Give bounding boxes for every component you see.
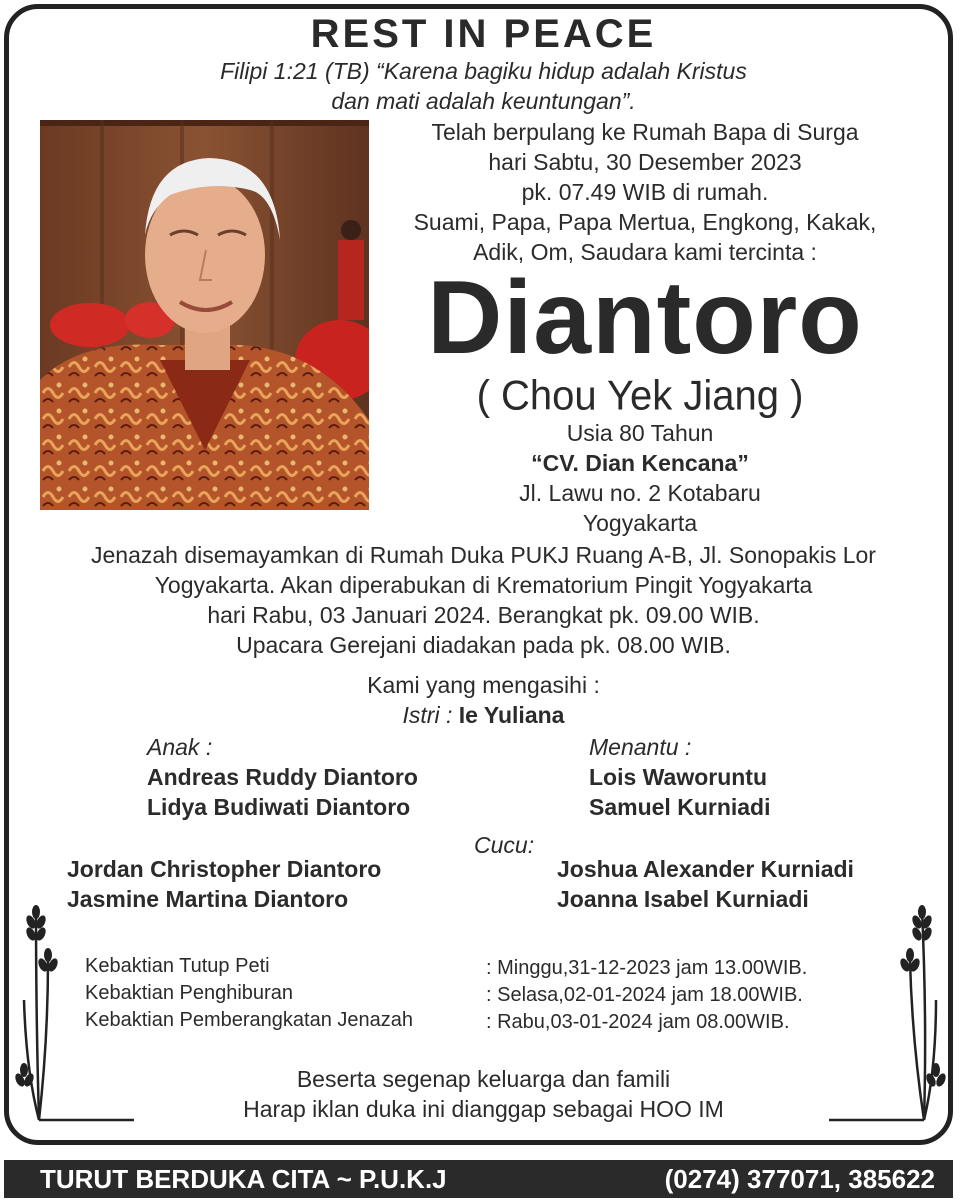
funeral-info [0, 540, 967, 660]
deceased-details [380, 418, 900, 538]
verse-line: dan mati adalah keuntungan”. [331, 88, 636, 114]
in-law-name: Samuel Kurniadi [589, 794, 771, 820]
address-line: Jl. Lawu no. 2 Kotabaru [519, 480, 761, 506]
closing-line: Harap iklan duka ini dianggap sebagai HOO IM [243, 1096, 724, 1122]
children-label: Anak : [147, 734, 213, 760]
announcement-intro [380, 117, 910, 267]
footer-phone: (0274) 377071, 385622 [664, 1164, 935, 1194]
footer-bar [4, 1160, 953, 1198]
in-laws-list [589, 732, 770, 822]
service-times [486, 955, 807, 1036]
service-event: Kebaktian Tutup Peti [85, 955, 270, 977]
service-time: : Minggu,31-12-2023 jam 13.00WIB. [486, 957, 808, 979]
child-name: Andreas Ruddy Diantoro [147, 764, 418, 790]
intro-line: Suami, Papa, Papa Mertua, Engkong, Kakak, [413, 209, 877, 235]
children-list [147, 732, 418, 822]
closing-note [0, 1064, 967, 1124]
grandchildren-label-wrap [474, 830, 534, 860]
bible-verse [0, 56, 967, 116]
deceased-name: Diantoro [427, 260, 863, 376]
portrait-photo [40, 120, 369, 510]
wheat-ornament-left-icon [14, 900, 139, 1130]
grandchildren-right [557, 854, 854, 914]
grandchildren-label: Cucu: [474, 832, 535, 858]
spouse-label: Istri : [402, 702, 453, 728]
company-name: “CV. Dian Kencana” [531, 450, 749, 476]
funeral-line: Jenazah disemayamkan di Rumah Duka PUKJ Ruang A-B, Jl. Sonopakis Lor [91, 542, 876, 568]
verse-line: Filipi 1:21 (TB) “Karena bagiku hidup adalah Kristus [220, 58, 747, 84]
family-heading: Kami yang mengasihi : [367, 672, 600, 698]
page-title: REST IN PEACE [310, 12, 657, 56]
spouse-name: Ie Yuliana [458, 702, 565, 728]
service-time: : Selasa,02-01-2024 jam 18.00WIB. [486, 984, 803, 1006]
funeral-line: Upacara Gerejani diadakan pada pk. 08.00 WIB. [236, 632, 731, 658]
grandchild-name: Jordan Christopher Diantoro [67, 856, 382, 882]
in-law-name: Lois Waworuntu [589, 764, 768, 790]
service-event: Kebaktian Pemberangkatan Jenazah [85, 1009, 414, 1031]
in-laws-label: Menantu : [589, 734, 692, 760]
intro-line: hari Sabtu, 30 Desember 2023 [488, 149, 802, 175]
service-event: Kebaktian Penghiburan [85, 982, 293, 1004]
age: Usia 80 Tahun [566, 420, 714, 446]
portrait-illustration [40, 120, 369, 510]
service-time: : Rabu,03-01-2024 jam 08.00WIB. [486, 1011, 790, 1033]
grandchild-name: Joshua Alexander Kurniadi [557, 856, 854, 882]
footer-condolence: TURUT BERDUKA CITA ~ P.U.K.J [40, 1164, 447, 1194]
funeral-line: Yogyakarta. Akan diperabukan di Krematorium Pingit Yogyakarta [154, 572, 813, 598]
wheat-ornament-right-icon [824, 900, 949, 1130]
closing-line: Beserta segenap keluarga dan famili [296, 1066, 671, 1092]
spouse [0, 700, 967, 730]
grandchild-name: Joanna Isabel Kurniadi [557, 886, 809, 912]
grandchild-name: Jasmine Martina Diantoro [67, 886, 349, 912]
intro-line: Adik, Om, Saudara kami tercinta : [473, 239, 817, 265]
intro-line: Telah berpulang ke Rumah Bapa di Surga [431, 119, 859, 145]
intro-line: pk. 07.49 WIB di rumah. [521, 179, 769, 205]
funeral-line: hari Rabu, 03 Januari 2024. Berangkat pk. 09.00 WIB. [207, 602, 760, 628]
address-city: Yogyakarta [582, 510, 698, 536]
child-name: Lidya Budiwati Diantoro [147, 794, 411, 820]
deceased-chinese-name: ( Chou Yek Jiang ) [476, 372, 804, 420]
